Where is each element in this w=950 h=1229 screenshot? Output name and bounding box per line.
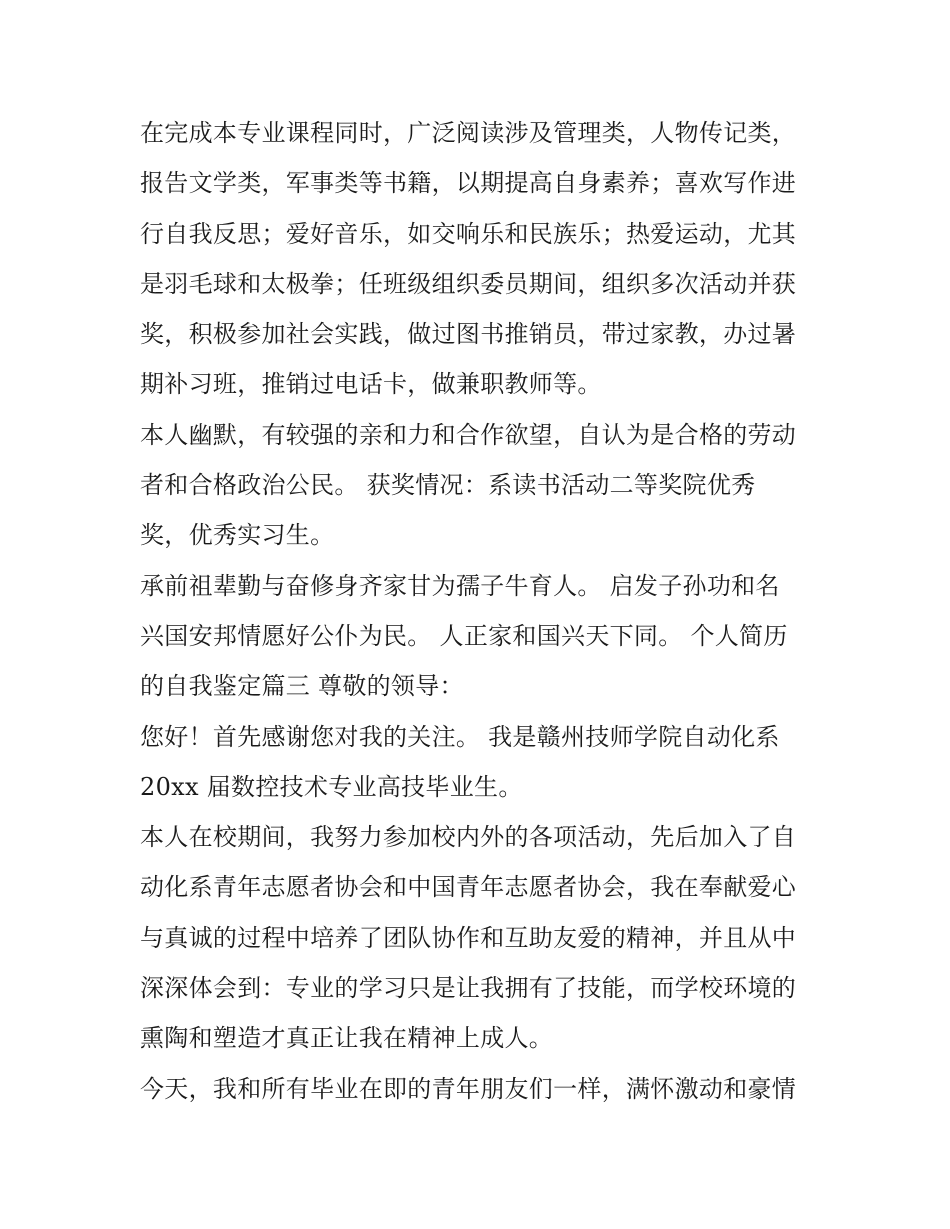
text-line: 是羽毛球和太极拳；任班级组织委员期间，组织多次活动并获 — [140, 269, 797, 298]
document-body — [140, 108, 820, 1114]
text-line: 20xx 届数控技术专业高技毕业生。 — [140, 772, 523, 801]
text-line: 本人幽默，有较强的亲和力和合作欲望，自认为是合格的劳动 — [140, 420, 797, 449]
text-line: 奖，积极参加社会实践，做过图书推销员，带过家教，办过暑 — [140, 320, 797, 349]
text-line: 今天，我和所有毕业在即的青年朋友们一样，满怀激动和豪情 — [140, 1074, 797, 1103]
text-line: 在完成本专业课程同时，广泛阅读涉及管理类，人物传记类， — [140, 119, 797, 147]
text-line: 与真诚的过程中培养了团队协作和互助友爱的精神，并且从中 — [140, 923, 797, 952]
text-line: 您好！首先感谢您对我的关注。 我是赣州技师学院自动化系 — [140, 722, 780, 751]
text-line: 动化系青年志愿者协会和中国青年志愿者协会，我在奉献爱心 — [140, 873, 797, 902]
text-line: 奖，优秀实习生。 — [140, 521, 335, 550]
text-line: 本人在校期间，我努力参加校内外的各项活动，先后加入了自 — [140, 823, 797, 852]
text-line: 期补习班，推销过电话卡，做兼职教师等。 — [140, 370, 602, 399]
text-line: 行自我反思；爱好音乐，如交响乐和民族乐；热爱运动，尤其 — [140, 219, 797, 248]
text-line: 报告文学类，军事类等书籍，以期提高自身素养；喜欢写作进 — [140, 169, 797, 198]
text-line: 熏陶和塑造才真正让我在精神上成人。 — [140, 1024, 554, 1053]
text-line: 承前祖辈勤与奋修身齐家甘为孺子牛育人。 启发子孙功和名 — [140, 571, 780, 600]
text-line: 的自我鉴定篇三 尊敬的领导： — [140, 672, 464, 701]
text-line: 深深体会到：专业的学习只是让我拥有了技能，而学校环境的 — [140, 974, 797, 1003]
text-line: 兴国安邦情愿好公仆为民。 人正家和国兴天下同。 个人简历 — [140, 621, 788, 650]
text-line: 者和合格政治公民。 获奖情况：系读书活动二等奖院优秀 — [140, 471, 756, 500]
